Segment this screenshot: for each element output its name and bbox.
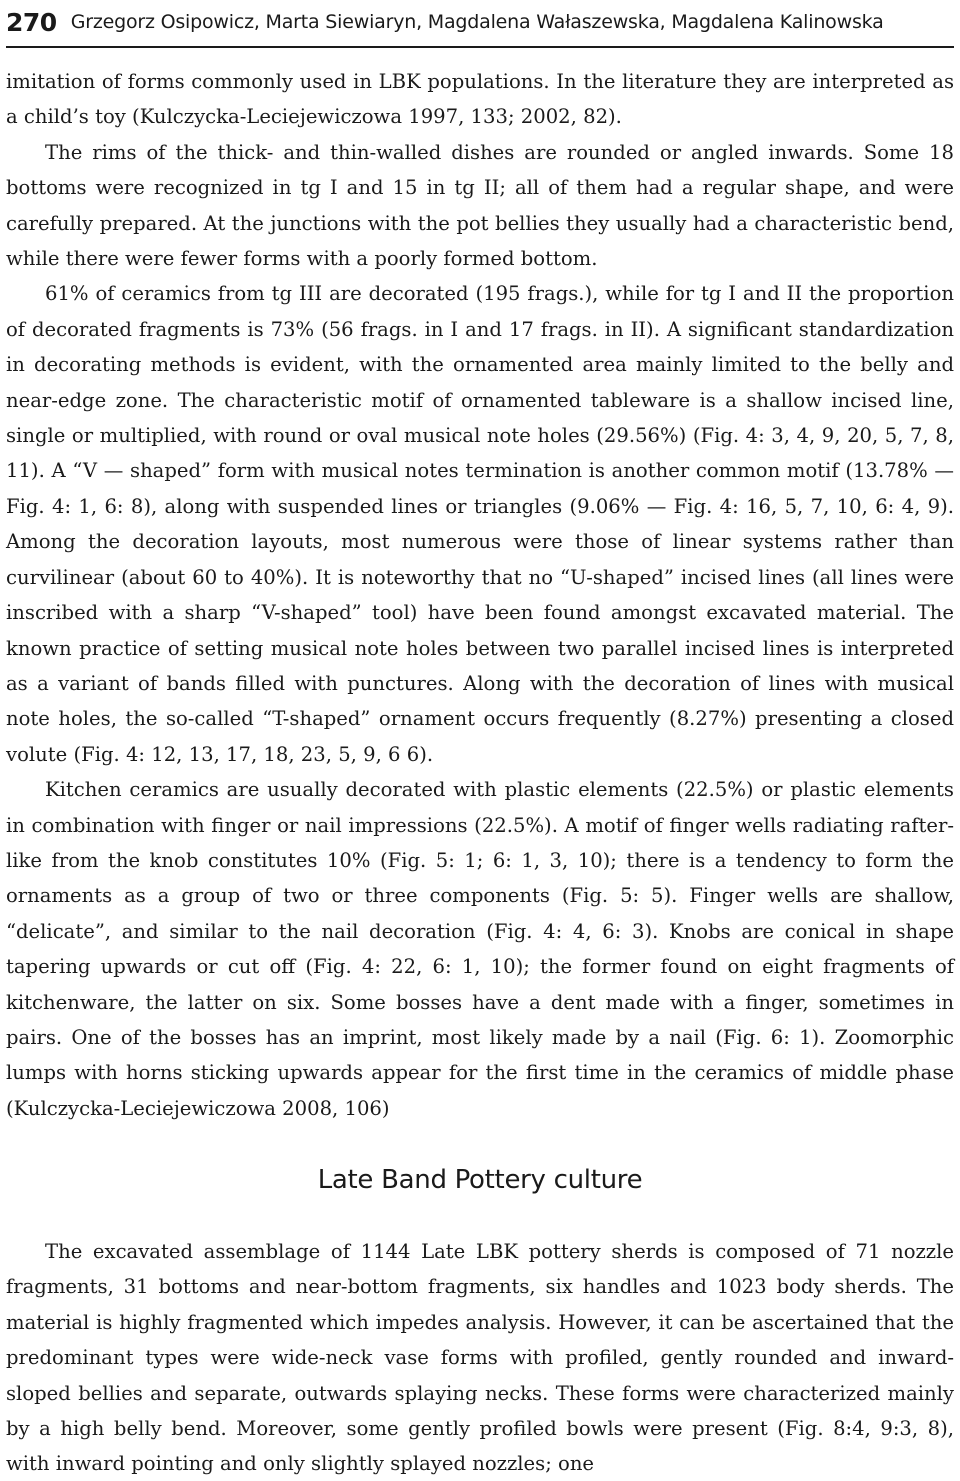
paragraph: imitation of forms commonly used in LBK populations. In the literature they are interpreted as a child’s toy (Kulczycka-Leciejewiczowa 1997, 133; 2002, 82).: [6, 70, 954, 129]
page-number: 270: [6, 7, 57, 37]
section-heading: Late Band Pottery culture: [317, 1165, 643, 1195]
header-rule: [6, 46, 954, 48]
body-text-block: [6, 64, 954, 1126]
paragraph: The rims of the thick- and thin-walled dishes are rounded or angled inwards. Some 18 bottoms were recognized in tg I and 15 in tg II; all of them had a regular shape, and were carefully prepared. At the junctions with the pot bellies they usually had a characteristic bend, while there were fewer forms with a poorly formed bottom.: [6, 140, 954, 271]
running-head: [6, 2, 954, 42]
body-text-block: [6, 1234, 954, 1481]
running-head-authors: Grzegorz Osipowicz, Marta Siewiaryn, Magdalena Wałaszewska, Magdalena Kalinowska: [70, 11, 884, 33]
paragraph: The excavated assemblage of 1144 Late LBK pottery sherds is composed of 71 nozzle fragments, 31 bottoms and near-bottom fragments, six handles and 1023 body sherds. The material is highly fragmented which impedes analysis. However, it can be ascertained that the predominant types were wide-neck vase forms with profiled, gently rounded and inward-sloped bellies and separate, outwards splaying necks. These forms were characterized mainly by a high belly bend. Moreover, some gently profiled bowls were present (Fig. 8:4, 9:3, 8), with inward pointing and only slightly splayed nozzles; one: [6, 1240, 954, 1476]
paragraph: Kitchen ceramics are usually decorated with plastic elements (22.5%) or plastic elements in combination with finger or nail impressions (22.5%). A motif of finger wells radiating rafter-like from the knob constitutes 10% (Fig. 5: 1; 6: 1, 3, 10); there is a tendency to form the ornaments as a group of two or three components (Fig. 5: 5). Finger wells are shallow, “delicate”, and similar to the nail decoration (Fig. 4: 4, 6: 3). Knobs are conical in shape tapering upwards or cut off (Fig. 4: 22, 6: 1, 10); the former found on eight fragments of kitchenware, the latter on six. Some bosses have a dent made with a finger, sometimes in pairs. One of the bosses has an imprint, most likely made by a nail (Fig. 6: 1). Zoomorphic lumps with horns sticking upwards appear for the first time in the ceramics of middle phase (Kulczycka-Leciejewiczowa 2008, 106): [6, 778, 954, 1120]
paragraph: 61% of ceramics from tg III are decorated (195 frags.), while for tg I and II the proportion of decorated fragments is 73% (56 frags. in I and 17 frags. in II). A significant standardization in decorating methods is evident, with the ornamented area mainly limited to the belly and near-edge zone. The characteristic motif of ornamented tableware is a shallow incised line, single or multiplied, with round or oval musical note holes (29.56%) (Fig. 4: 3, 4, 9, 20, 5, 7, 8, 11). A “V — shaped” form with musical notes termination is another common motif (13.78% — Fig. 4: 1, 6: 8), along with suspended lines or triangles (9.06% — Fig. 4: 16, 5, 7, 10, 6: 4, 9). Among the decoration layouts, most numerous were those of linear systems rather than curvilinear (about 60 to 40%). It is noteworthy that no “U-shaped” incised lines (all lines were inscribed with a sharp “V-shaped” tool) have been found amongst excavated material. The known practice of setting musical note holes between two parallel incised lines is interpreted as a variant of bands filled with punctures. Along with the decoration of lines with musical note holes, the so-called “T-shaped” ornament occurs frequently (8.27%) presenting a closed volute (Fig. 4: 12, 13, 17, 18, 23, 5, 9, 6 6).: [6, 282, 954, 766]
